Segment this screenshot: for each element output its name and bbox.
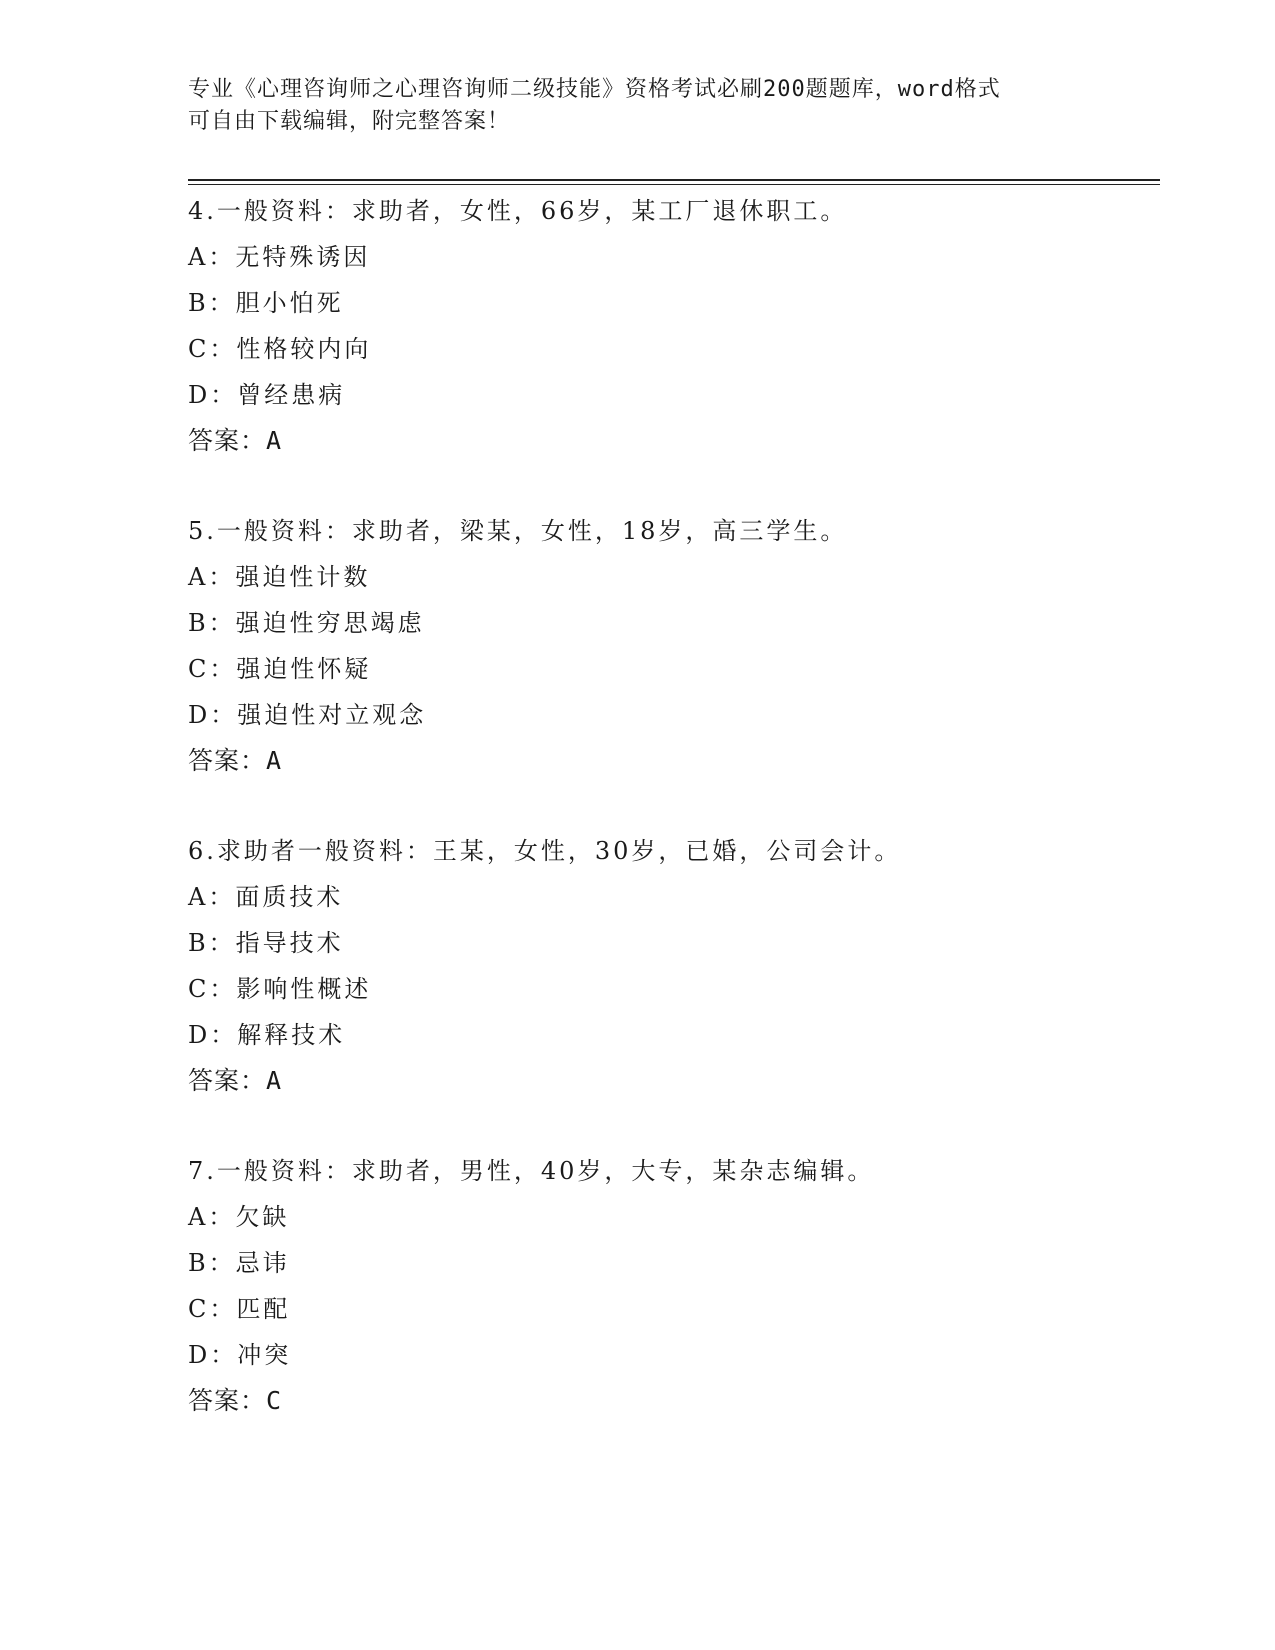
header-line-2: 可自由下载编辑，附完整答案！	[188, 109, 511, 134]
question-4	[188, 188, 1148, 464]
answer-line	[188, 1378, 1148, 1424]
question-stem: 5.一般资料：求助者，梁某，女性，18岁，高三学生。	[188, 517, 848, 545]
answer-line	[188, 418, 1148, 464]
option-d: D：冲突	[188, 1341, 292, 1369]
answer-line	[188, 1058, 1148, 1104]
answer-label: 答案：	[188, 746, 267, 775]
answer-line	[188, 738, 1148, 784]
header-divider-thick	[188, 179, 1160, 181]
option-c: C：性格较内向	[188, 335, 372, 363]
option-b: B：强迫性穷思竭虑	[188, 609, 425, 637]
option-b: B：胆小怕死	[188, 289, 344, 317]
question-5	[188, 508, 1148, 784]
header-divider-thin	[188, 184, 1160, 185]
answer-label: 答案：	[188, 1066, 267, 1095]
option-a: A：欠缺	[188, 1203, 290, 1231]
question-stem: 7.一般资料：求助者，男性，40岁，大专，某杂志编辑。	[188, 1157, 875, 1185]
answer-value: A	[266, 1066, 283, 1095]
question-7	[188, 1148, 1148, 1424]
question-6	[188, 828, 1148, 1104]
option-d: D：解释技术	[188, 1021, 346, 1049]
answer-value: A	[266, 426, 283, 455]
option-b: B：指导技术	[188, 929, 344, 957]
option-a: A：无特殊诱因	[188, 243, 371, 271]
answer-label: 答案：	[188, 1386, 267, 1415]
option-c: C：影响性概述	[188, 975, 372, 1003]
answer-value: A	[266, 746, 283, 775]
option-d: D：曾经患病	[188, 381, 346, 409]
header-line-1: 专业《心理咨询师之心理咨询师二级技能》资格考试必刷200题题库，word格式	[188, 77, 1001, 102]
option-b: B：忌讳	[188, 1249, 290, 1277]
answer-value: C	[266, 1386, 283, 1415]
question-stem: 4.一般资料：求助者，女性，66岁，某工厂退休职工。	[188, 197, 848, 225]
option-c: C：强迫性怀疑	[188, 655, 372, 683]
document-header	[188, 74, 1088, 138]
option-a: A：面质技术	[188, 883, 344, 911]
answer-label: 答案：	[188, 426, 267, 455]
option-a: A：强迫性计数	[188, 563, 371, 591]
option-c: C：匹配	[188, 1295, 291, 1323]
question-stem: 6.求助者一般资料：王某，女性，30岁，已婚，公司会计。	[188, 837, 902, 865]
option-d: D：强迫性对立观念	[188, 701, 427, 729]
